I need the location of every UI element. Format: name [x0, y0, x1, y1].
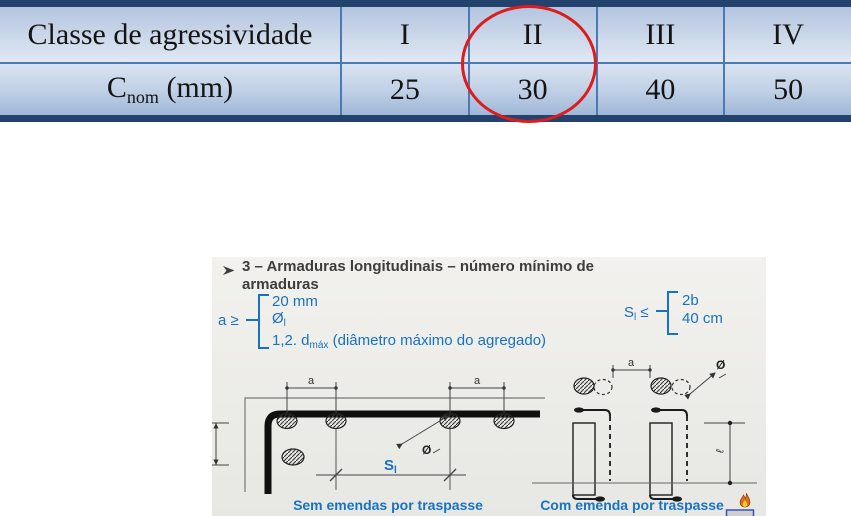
rebar-circle [574, 378, 594, 394]
cnom-unit: (mm) [166, 71, 234, 104]
value-cell-4: 50 [723, 62, 851, 115]
slide-title [242, 258, 742, 294]
aggressiveness-table [0, 0, 851, 122]
rebar-circle [277, 414, 297, 429]
formula-s-bracket [667, 291, 678, 335]
splice-right [650, 407, 687, 501]
lap-length-dimension [704, 421, 745, 485]
phi-label: Ø [716, 358, 726, 372]
right-diagram [532, 357, 757, 516]
formula-s-lhs: $S_l$ ≤ [624, 304, 649, 323]
slide-image [212, 257, 766, 516]
value-cell-3: 40 [596, 62, 724, 115]
rebar-circle [326, 414, 346, 429]
phi-dimension-line [690, 373, 715, 394]
rebar-circle [282, 449, 304, 465]
splice-left [573, 407, 610, 501]
phi-label: Ø [422, 443, 432, 457]
arrowhead-bullet-icon [222, 264, 236, 282]
solid-bar [573, 423, 595, 495]
phi-dimension-line [402, 416, 448, 444]
rebar-circle [440, 414, 460, 429]
formula-a-item2: $Ø_l$ [272, 310, 286, 329]
formula-a-item3: 1,2. $d_{máx}$ (diâmetro máximo do agregado) [272, 332, 547, 351]
value-cell-2: 30 [468, 62, 596, 115]
right-caption: Com emenda por traspasse [540, 497, 724, 513]
formula-s-dash [656, 310, 667, 312]
row-label-cnom [0, 62, 340, 115]
rebar-circle [494, 414, 514, 429]
left-edge-dimension [212, 423, 229, 465]
formula-s-items [682, 292, 723, 328]
left-caption: Sem emendas por traspasse [293, 497, 483, 513]
sl-label: $S_l$ [384, 457, 397, 476]
formula-a-item1: 20 mm [272, 293, 318, 310]
media-placeholder-icon [727, 510, 754, 516]
flame-icon [740, 493, 750, 507]
slide-title-line2: armaduras [242, 276, 319, 293]
dim-a-label: a [307, 375, 315, 387]
header-label-text: Classe de agressividade [27, 17, 313, 51]
class-cell-4: IV [723, 7, 851, 62]
table-header-label [0, 7, 340, 62]
class-cell-1: I [340, 7, 468, 62]
left-diagram [212, 375, 545, 513]
formula-a-items [272, 293, 546, 354]
value-cell-1: 25 [340, 62, 468, 115]
formula-s-item2: 40 cm [682, 310, 723, 327]
rebar-circle-dashed [594, 380, 612, 395]
cnom-main: C [106, 71, 127, 104]
lap-length-label: ℓ [714, 448, 727, 455]
solid-bar [650, 423, 672, 495]
class-cell-3: III [596, 7, 724, 62]
cnom-sub: nom [126, 87, 159, 107]
formula-a-bracket [258, 294, 269, 349]
formula-s-item1: 2b [682, 292, 699, 309]
rebar-diagrams [212, 357, 766, 516]
formula-a-lhs: a ≥ [218, 312, 239, 329]
rebar-circle-dashed [672, 380, 690, 395]
formula-a-dash [246, 319, 258, 321]
class-cell-2: II [468, 7, 596, 62]
dim-a-label: a [473, 375, 481, 387]
slide-title-line1: 3 – Armaduras longitudinais – número mínimo de [242, 258, 595, 275]
dim-a-label: a [627, 357, 635, 369]
rebar-circle [651, 378, 671, 394]
